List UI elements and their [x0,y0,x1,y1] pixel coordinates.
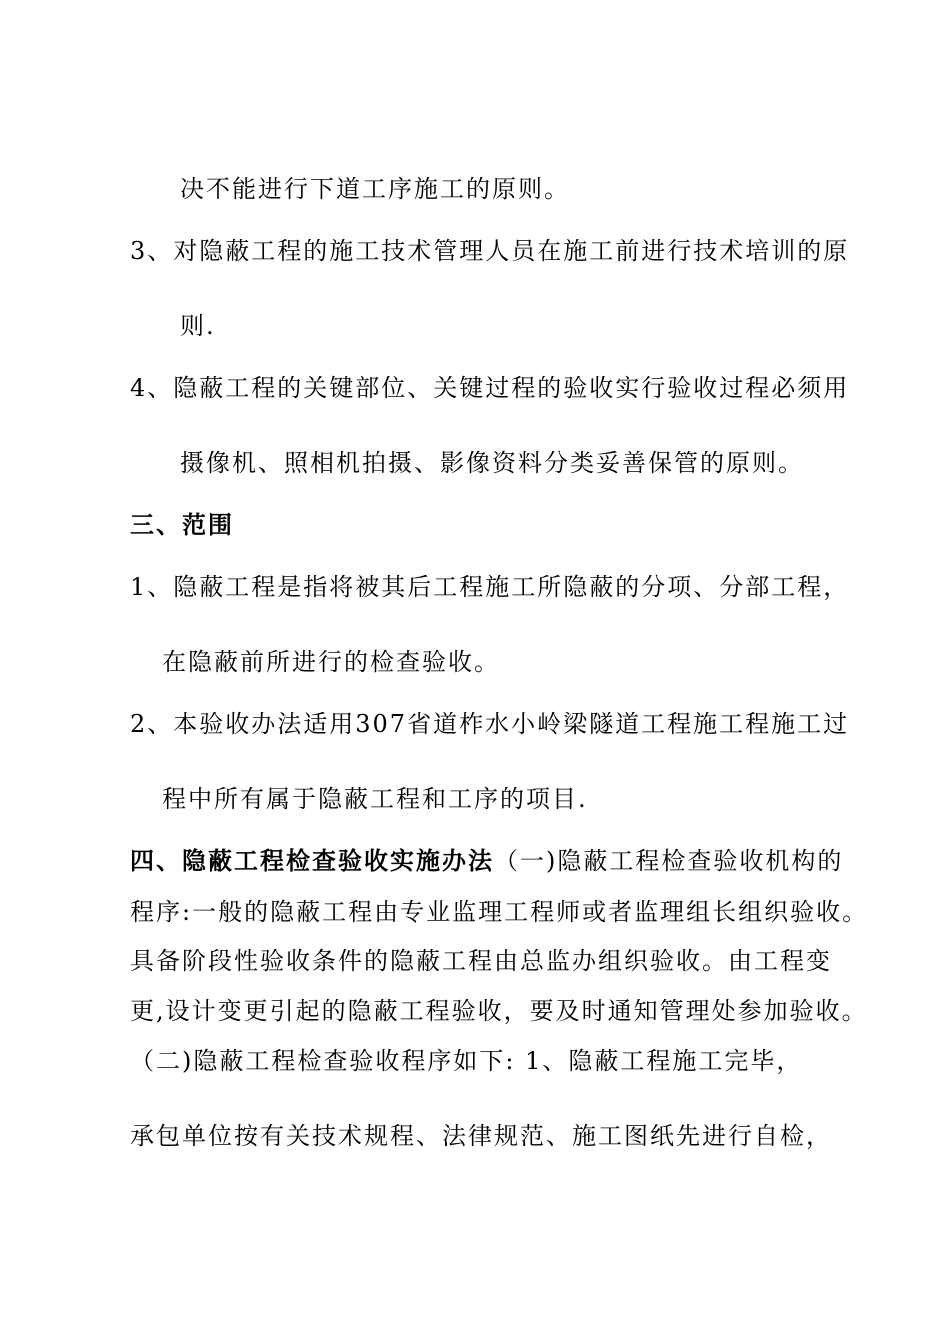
text-line: 在隐蔽前所进行的检查验收。 [162,648,500,676]
text-line: 1、隐蔽工程是指将被其后工程施工所隐蔽的分项、分部工程， [130,573,850,601]
text-line: 则. [180,312,216,340]
text-line: （二)隐蔽工程检查验收程序如下: 1、隐蔽工程施工完毕， [130,1047,803,1075]
text-line [130,845,843,877]
text-line: 3、对隐蔽工程的施工技术管理人员在施工前进行技术培训的原 [130,237,850,265]
section-heading: 三、范围 [130,510,234,539]
text-line: 具备阶段性验收条件的隐蔽工程由总监办组织验收。由工程变 [130,947,832,975]
text-line: 更,设计变更引起的隐蔽工程验收，要及时通知管理处参加验收。 [130,997,868,1025]
text-line: 承包单位按有关技术规程、法律规范、施工图纸先进行自检， [130,1122,832,1150]
text-span: （一)隐蔽工程检查验收机构的 [494,847,844,875]
text-line: 程序:一般的隐蔽工程由专业监理工程师或者监理组长组织验收。 [130,898,869,926]
section-heading: 四、隐蔽工程检查验收实施办法 [130,846,494,875]
text-line: 决不能进行下道工序施工的原则。 [180,175,570,203]
text-line: 摄像机、照相机拍摄、影像资料分类妥善保管的原则。 [180,449,804,477]
text-line: 2、本验收办法适用307省道柞水小岭梁隧道工程施工程施工过 [130,710,850,738]
text-line: 4、隐蔽工程的关键部位、关键过程的验收实行验收过程必须用 [130,374,850,402]
text-line: 程中所有属于隐蔽工程和工序的项目. [162,785,588,813]
